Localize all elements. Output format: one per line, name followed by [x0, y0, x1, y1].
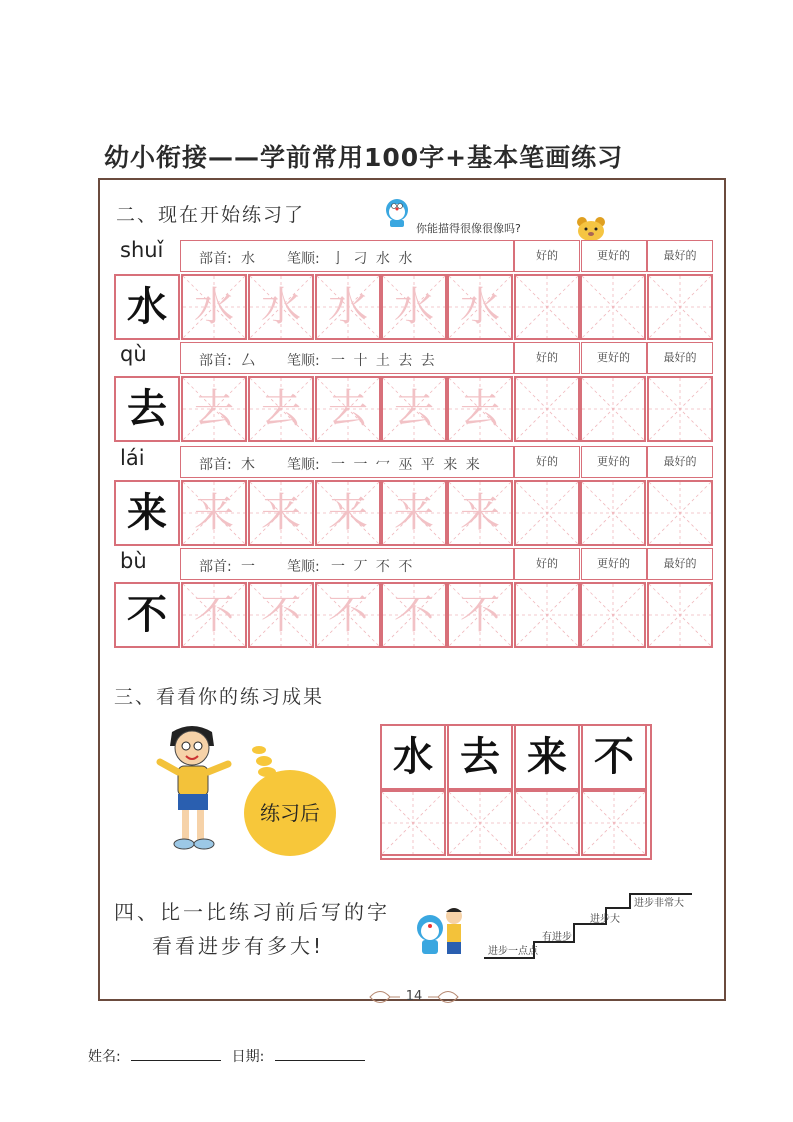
trace-character: 水: [394, 284, 434, 330]
model-character: 来: [127, 489, 167, 536]
model-box: [114, 274, 180, 340]
stroke-order: 亅 刁 水 水: [331, 251, 415, 267]
section-3-heading: 三、看看你的练习成果: [114, 686, 325, 708]
date-label: 日期:: [231, 1049, 265, 1065]
model-character: 水: [127, 283, 167, 330]
trace-box: [315, 582, 381, 648]
speech-text: 你能描得很像很像吗?: [416, 222, 521, 235]
stroke-order-header: [180, 240, 514, 272]
eval-label: 最好的: [647, 240, 713, 272]
trace-box: [181, 274, 247, 340]
result-grid: [380, 724, 652, 860]
eval-label: 更好的: [581, 548, 647, 580]
radical-label: 部首:: [199, 251, 232, 267]
practice-box[interactable]: [580, 376, 646, 442]
bear-icon: [574, 216, 608, 242]
trace-character: 不: [394, 592, 434, 638]
thought-dot-1: [252, 746, 266, 754]
result-char-box: [380, 724, 446, 790]
practice-box[interactable]: [647, 376, 713, 442]
trace-box: [381, 274, 447, 340]
name-label: 姓名:: [88, 1049, 121, 1065]
trace-box: [447, 582, 513, 648]
trace-character: 水: [328, 284, 368, 330]
trace-character: 去: [328, 386, 368, 432]
model-box: [114, 376, 180, 442]
trace-box: [381, 376, 447, 442]
practice-box[interactable]: [514, 274, 580, 340]
name-field[interactable]: [131, 1048, 221, 1061]
trace-character: 不: [328, 592, 368, 638]
practice-box[interactable]: [580, 582, 646, 648]
stroke-label: 笔顺:: [287, 457, 320, 473]
eval-label: 好的: [514, 446, 580, 478]
radical-label: 部首:: [199, 353, 232, 369]
stroke-order: 一 丆 不 不: [331, 559, 415, 575]
step-3-label: 进步大: [590, 914, 620, 925]
trace-character: 去: [194, 386, 234, 432]
trace-character: 来: [261, 490, 301, 536]
step-1-label: 进步一点点: [488, 946, 538, 957]
trace-character: 水: [194, 284, 234, 330]
trace-box: [248, 274, 314, 340]
trace-character: 不: [460, 592, 500, 638]
trace-box: [248, 582, 314, 648]
radical: 水: [241, 251, 255, 267]
stroke-order-header: [180, 548, 514, 580]
trace-box: [447, 480, 513, 546]
pinyin: lái: [120, 446, 145, 470]
doraemon-icon: [384, 198, 410, 228]
eval-label: 更好的: [581, 342, 647, 374]
result-char-box: [447, 724, 513, 790]
result-char-box: [581, 724, 647, 790]
trace-character: 来: [194, 490, 234, 536]
practice-box[interactable]: [647, 582, 713, 648]
trace-box: [315, 376, 381, 442]
eval-label: 最好的: [647, 342, 713, 374]
radical-label: 部首:: [199, 457, 232, 473]
trace-box: [381, 480, 447, 546]
after-practice-bubble: 练习后: [244, 770, 336, 856]
practice-box[interactable]: [514, 376, 580, 442]
boy-illustration: [154, 724, 234, 856]
trace-character: 去: [460, 386, 500, 432]
eval-label: 好的: [514, 548, 580, 580]
trace-character: 不: [261, 592, 301, 638]
result-character: 不: [594, 733, 634, 780]
eval-label: 最好的: [647, 446, 713, 478]
result-practice-box[interactable]: [514, 790, 580, 856]
stroke-label: 笔顺:: [287, 251, 320, 267]
result-character: 水: [393, 733, 433, 780]
trace-box: [181, 376, 247, 442]
result-practice-box[interactable]: [447, 790, 513, 856]
pinyin: qù: [120, 342, 147, 366]
trace-character: 水: [261, 284, 301, 330]
trace-box: [447, 376, 513, 442]
radical-label: 部首:: [199, 559, 232, 575]
trace-character: 去: [394, 386, 434, 432]
stroke-label: 笔顺:: [287, 353, 320, 369]
practice-box[interactable]: [514, 582, 580, 648]
model-box: [114, 480, 180, 546]
thought-dot-2: [256, 756, 272, 766]
result-char-box: [514, 724, 580, 790]
eval-label: 更好的: [581, 446, 647, 478]
trace-box: [181, 582, 247, 648]
trace-box: [381, 582, 447, 648]
trace-character: 来: [394, 490, 434, 536]
step-4-label: 进步非常大: [634, 898, 684, 909]
eval-label: 更好的: [581, 240, 647, 272]
result-character: 去: [460, 733, 500, 780]
model-character: 不: [127, 591, 167, 638]
date-field[interactable]: [275, 1048, 365, 1061]
stroke-order: 一 一 冖 巫 平 来 来: [331, 457, 482, 473]
result-character: 来: [527, 733, 567, 780]
trace-box: [248, 376, 314, 442]
practice-box[interactable]: [580, 480, 646, 546]
practice-box[interactable]: [647, 274, 713, 340]
pinyin: bù: [120, 549, 147, 573]
pinyin: shuǐ: [120, 238, 164, 262]
practice-box[interactable]: [514, 480, 580, 546]
trace-box: [248, 480, 314, 546]
trace-box: [181, 480, 247, 546]
trace-character: 去: [261, 386, 301, 432]
stroke-order-header: [180, 446, 514, 478]
trace-box: [315, 274, 381, 340]
page-number: 14: [405, 989, 423, 1004]
radical: 厶: [241, 353, 255, 369]
page-title: 幼小衔接——学前常用100字+基本笔画练习: [104, 143, 624, 172]
trace-character: 来: [328, 490, 368, 536]
stroke-label: 笔顺:: [287, 559, 320, 575]
eval-label: 最好的: [647, 548, 713, 580]
model-character: 去: [127, 385, 167, 432]
trace-character: 不: [194, 592, 234, 638]
result-practice-box[interactable]: [581, 790, 647, 856]
trace-box: [315, 480, 381, 546]
radical: 木: [241, 457, 255, 473]
eval-label: 好的: [514, 342, 580, 374]
trace-character: 水: [460, 284, 500, 330]
practice-box[interactable]: [580, 274, 646, 340]
doraemon-kids-icon: [414, 904, 470, 958]
eval-label: 好的: [514, 240, 580, 272]
section-4-line1: 四、比一比练习前后写的字: [114, 900, 390, 924]
trace-character: 来: [460, 490, 500, 536]
practice-box[interactable]: [647, 480, 713, 546]
section-2-heading: 二、现在开始练习了: [116, 204, 306, 226]
model-box: [114, 582, 180, 648]
step-2-label: 有进步: [542, 932, 572, 943]
trace-box: [447, 274, 513, 340]
stroke-order-header: [180, 342, 514, 374]
section-4-line2: 看看进步有多大!: [152, 934, 325, 958]
stroke-order: 一 十 土 去 去: [331, 353, 437, 369]
footer: [88, 1046, 371, 1066]
radical: 一: [241, 559, 255, 575]
result-practice-box[interactable]: [380, 790, 446, 856]
